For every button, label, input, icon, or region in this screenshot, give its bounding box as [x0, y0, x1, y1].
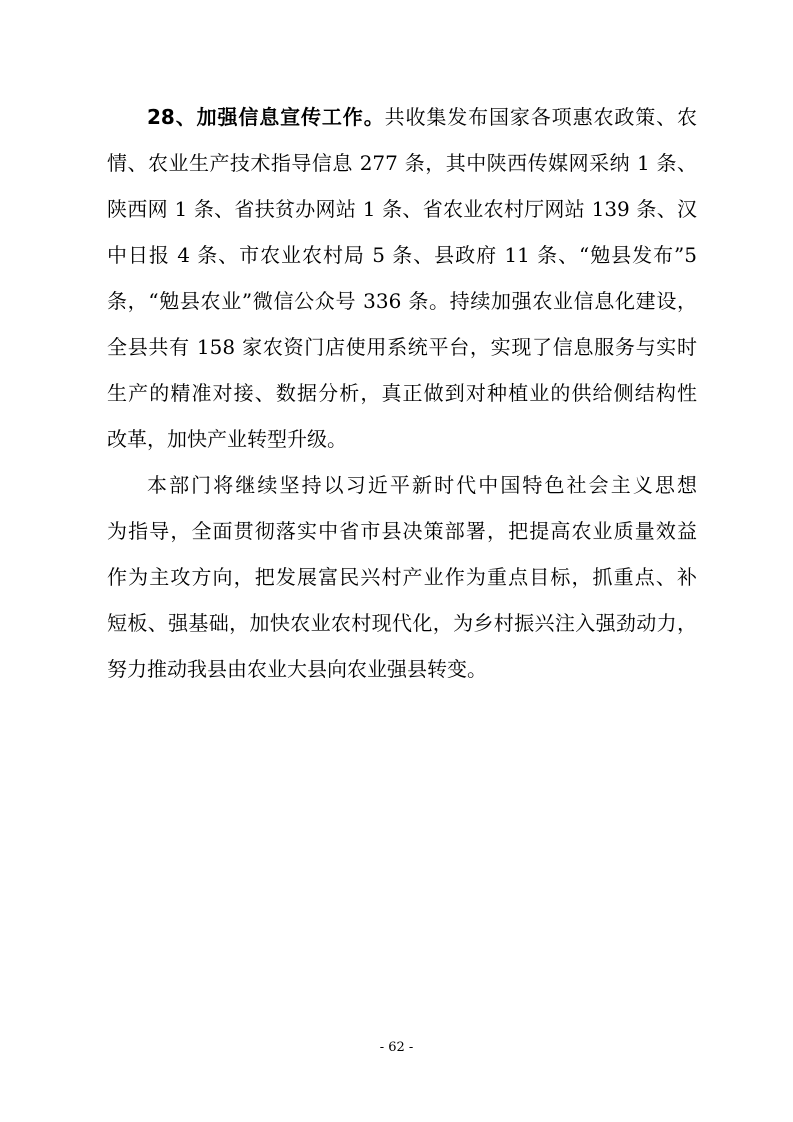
paragraph-line: 为指导，全面贯彻落实中省市县决策部署，把提高农业质量效益	[107, 519, 697, 543]
paragraph-line: 生产的精准对接、数据分析，真正做到对种植业的供给侧结构性	[107, 381, 697, 405]
paragraph-line: 全县共有 158 家农资门店使用系统平台，实现了信息服务与实时	[107, 335, 697, 359]
paragraph-line: 努力推动我县由农业大县向农业强县转变。	[107, 657, 487, 681]
paragraph-line: 情、农业生产技术指导信息 277 条，其中陕西传媒网采纳 1 条、	[107, 151, 697, 175]
paragraph-line: 陕西网 1 条、省扶贫办网站 1 条、省农业农村厅网站 139 条、汉	[107, 197, 697, 221]
paragraph-line: 条，“勉县农业”微信公众号 336 条。持续加强农业信息化建设，	[107, 289, 697, 313]
paragraph-line: 中日报 4 条、市农业农村局 5 条、县政府 11 条、“勉县发布”5	[107, 243, 697, 267]
paragraph-line: 改革，加快产业转型升级。	[107, 427, 347, 451]
paragraph-line: 短板、强基础，加快农业农村现代化，为乡村振兴注入强劲动力，	[107, 611, 697, 635]
page-number: - 62 -	[379, 1040, 414, 1055]
paragraph-line	[147, 103, 697, 131]
paragraph-line: 作为主攻方向，把发展富民兴村产业作为重点目标，抓重点、补	[107, 565, 697, 589]
paragraph-text: 共收集发布国家各项惠农政策、农	[384, 105, 698, 129]
section-heading: 28、加强信息宣传工作。	[147, 105, 385, 129]
paragraph-line: 本部门将继续坚持以习近平新时代中国特色社会主义思想	[147, 473, 697, 497]
